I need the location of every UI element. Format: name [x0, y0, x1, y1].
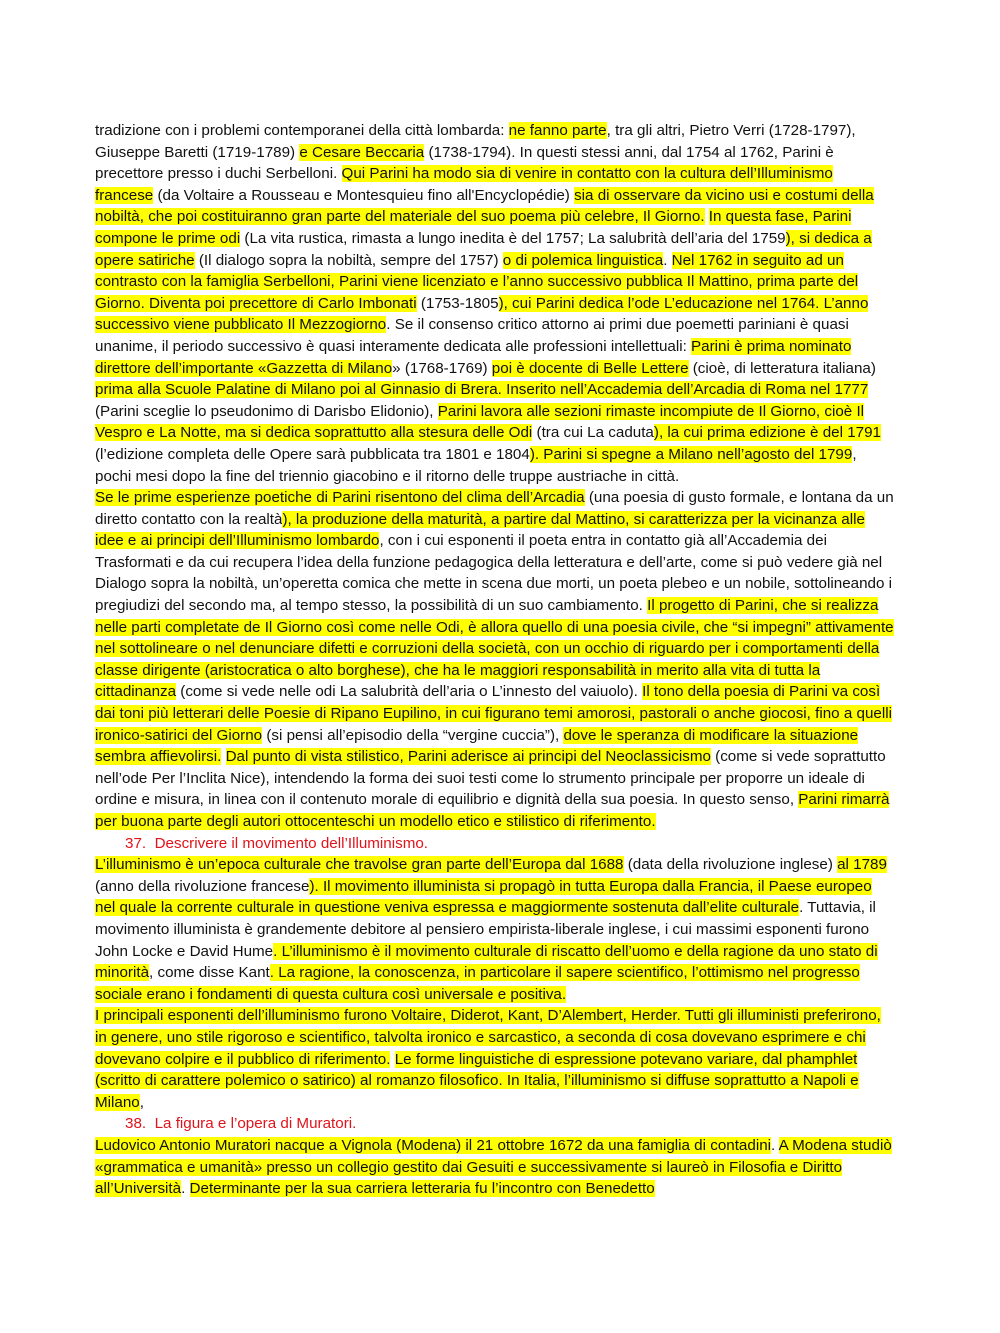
- highlighted-text: Determinante per la sua carriera letteraria fu l’incontro con Benedetto: [189, 1180, 655, 1198]
- plain-text: (anno della rivoluzione francese: [95, 877, 310, 895]
- plain-text: (tra cui La caduta: [532, 424, 654, 442]
- plain-text: (da Voltaire a Rousseau e Montesquieu fino all'Encyclopédie): [153, 186, 575, 204]
- plain-text: (data della rivoluzione inglese): [623, 856, 838, 874]
- plain-text: (1738-1794). In questi stessi anni, dal 1754 al 1762, Parini è precettore presso i duchi Serbelloni.: [95, 143, 834, 183]
- body-paragraph: [95, 854, 895, 1005]
- highlighted-text: L’illuminismo è un’epoca culturale che travolse gran parte dell’Europa dal 1688: [95, 856, 624, 874]
- plain-text: (si pensi all’episodio della “vergine cuccia”),: [262, 726, 564, 744]
- plain-text: , come disse Kant: [149, 964, 270, 982]
- plain-text: . Tuttavia, il movimento illuminista è grandemente debitore al pensiero empirista-liberale inglese, i cui massimi esponenti furono John Locke e David Hume: [95, 899, 876, 960]
- section-title: La figura e l’opera di Muratori.: [154, 1115, 357, 1133]
- plain-text: (Il dialogo sopra la nobiltà, sempre del 1757): [194, 251, 503, 269]
- highlighted-text: Le forme linguistiche di espressione potevano variare, dal phamphlet (scritto di carattere polemico o satirico) al romanzo filosofico. In Italia, l’illuminismo si diffuse soprattutto a Napoli e Milano: [95, 1050, 859, 1111]
- highlighted-text: ), la produzione della maturità, a partire dal Mattino, si caratterizza per la vicinanza alle idee e ai principi dell’Illuminismo lombardo: [95, 510, 865, 550]
- highlighted-text: ne fanno parte: [508, 122, 607, 139]
- plain-text: (una poesia di gusto formale, e lontana da un diretto contatto con la realtà: [95, 489, 894, 528]
- highlighted-text: al 1789: [837, 856, 887, 874]
- highlighted-text: Parini lavora alle sezioni rimaste incompiute de Il Giorno, cioè Il Vespro e La Notte, ma si dedica soprattutto alla stesura delle Odi: [95, 402, 865, 442]
- plain-text: , tra gli altri, Pietro Verri (1728-1797), Giuseppe Baretti (1719-1789): [95, 122, 856, 161]
- section-number: 37.: [125, 834, 147, 852]
- highlighted-text: poi è docente di Belle Lettere: [491, 359, 689, 377]
- highlighted-text: Qui Parini ha modo sia di venire in contatto con la cultura dell’Illuminismo francese: [95, 165, 833, 204]
- plain-text: .: [663, 251, 672, 269]
- highlighted-text: Se le prime esperienze poetiche di Parini risentono del clima dell’Arcadia: [95, 489, 585, 507]
- body-paragraph: [95, 487, 895, 833]
- body-paragraph: [95, 120, 895, 487]
- plain-text: . Se il consenso critico attorno ai primi due poemetti pariniani è quasi unanime, il periodo successivo è quasi interamente dedicata alle professioni intellettuali:: [95, 316, 849, 355]
- document-body: [95, 120, 895, 1200]
- highlighted-text: Nel 1762 in seguito ad un contrasto con la famiglia Serbelloni, Parini viene licenziato e l’anno successivo pubblica Il Mattino, prima parte del Giorno. Diventa poi precettore di Carlo Imbonati: [95, 251, 859, 312]
- plain-text: , con i cui esponenti il poeta entra in contatto già all’Accademia dei Trasformati e da cui recupera l’idea della funzione pedagogica della letteratura e dell’arte, come si può vedere già nel Dialogo sopra la nobiltà, un’operetta comica che mette in scena due morti, un poeta plebeo e un nobile, sottolineando i pregiudizi del secondo ma, al tempo stesso, la possibilità di un suo cambiamento.: [95, 532, 893, 615]
- highlighted-text: Dal punto di vista stilistico, Parini aderisce ai principi del Neoclassicismo: [225, 748, 711, 766]
- plain-text: tradizione con i problemi contemporanei della città lombarda:: [95, 122, 509, 139]
- plain-text: ,: [139, 1093, 144, 1111]
- highlighted-text: prima alla Scuole Palatine di Milano poi al Ginnasio di Brera. Inserito nell’Accademia dell’Arcadia di Roma nel 1777: [95, 381, 869, 399]
- highlighted-text: Il progetto di Parini, che si realizza nelle parti completate de Il Giorno così come nelle Odi, è allora quello di una poesia civile, che “si impegni” attivamente nel sottolineare o nel denunciare difetti e corruzioni della società, con un occhio di riguardo per i comportamenti della classe dirigente (aristocratica o alto borghese), che ha le maggiori responsabilità in merito alla vita di tutta la cittadinanza: [95, 597, 894, 701]
- highlighted-text: dove le speranza di modificare la situazione sembra affievolirsi.: [95, 726, 859, 766]
- highlighted-text: ), la cui prima edizione è del 1791: [653, 424, 881, 442]
- highlighted-text: ). Parini si spegne a Milano nell’agosto del 1799: [529, 445, 853, 463]
- highlighted-text: ). Il movimento illuminista si propagò in tutta Europa dalla Francia, il Paese europeo nel quale la corrente culturale in questione veniva espressa e maggiormente sostenuta dall’elite culturale: [95, 877, 872, 917]
- plain-text: .: [181, 1180, 190, 1198]
- highlighted-text: . L’illuminismo è il movimento culturale di riscatto dell’uomo e della ragione da uno stato di minorità: [95, 942, 878, 982]
- plain-text: » (1768-1769): [392, 359, 492, 377]
- plain-text: (Parini sceglie lo pseudonimo di Darisbo Elidonio),: [95, 402, 438, 420]
- plain-text: , pochi mesi dopo la fine del triennio giacobino e il ritorno delle truppe austriache in città.: [95, 445, 857, 485]
- body-paragraph: [95, 1005, 895, 1113]
- highlighted-text: . La ragione, la conoscenza, in particolare il sapere scientifico, l’ottimismo nel progresso sociale erano i fondamenti di questa cultura così universale e positiva.: [95, 964, 860, 1003]
- highlighted-text: ), si dedica a opere satiriche: [95, 229, 872, 269]
- plain-text: .: [771, 1136, 779, 1154]
- plain-text: (1753-1805: [416, 294, 499, 312]
- section-heading: [95, 833, 895, 855]
- highlighted-text: A Modena studiò «grammatica e umanità» presso un collegio gestito dai Gesuiti e successivamente si laureò in Filosofia e Diritto all’Università: [95, 1136, 892, 1198]
- highlighted-text: sia di osservare da vicino usi e costumi della nobiltà, che poi costituiranno gran parte del materiale del suo poema più celebre, Il Giorno.: [95, 186, 874, 226]
- plain-text: (cioè, di letteratura italiana): [688, 359, 876, 377]
- highlighted-text: o di polemica linguistica: [502, 251, 664, 269]
- plain-text: (come si vede nelle odi La salubrità dell’aria o L’innesto del vaiuolo).: [176, 683, 643, 701]
- plain-text: (La vita rustica, rimasta a lungo inedita è del 1757; La salubrità dell’aria del 1759: [240, 229, 786, 247]
- plain-text: (l’edizione completa delle Opere sarà pubblicata tra 1801 e 1804: [95, 445, 530, 463]
- highlighted-text: In questa fase, Parini compone le prime odi: [95, 208, 852, 247]
- plain-text: (come si vede soprattutto nell’ode Per l’Inclita Nice), intendendo la forma dei suoi testi come lo strumento principale per proporre un ideale di ordine e misura, in linea con il contenuto morale di equilibrio e dignità della sua poesia. In questo senso,: [95, 748, 886, 809]
- highlighted-text: I principali esponenti dell’illuminismo furono Voltaire, Diderot, Kant, D’Alembert, Herder. Tutti gli illuministi preferirono, in genere, uno stile rigoroso e scientifico, talvolta ironico e sarcastico, a seconda di cosa dovevano esprimere e chi dovevano colpire e il pubblico di riferimento.: [95, 1007, 881, 1068]
- highlighted-text: e Cesare Beccaria: [299, 143, 425, 161]
- highlighted-text: Il tono della poesia di Parini va così dai toni più letterari delle Poesie di Ripano Eupilino, in cui figurano temi amorosi, pastorali o anche giocosi, fino a quelli ironico-satirici del Giorno: [95, 683, 892, 744]
- body-paragraph: [95, 1135, 895, 1200]
- highlighted-text: ), cui Parini dedica l’ode L’educazione nel 1764. L’anno successivo viene pubblicato Il Mezzogiorno: [95, 294, 869, 334]
- plain-text: [221, 748, 225, 765]
- section-number: 38.: [125, 1115, 147, 1133]
- highlighted-text: Parini è prima nominato direttore dell’importante «Gazzetta di Milano: [95, 337, 852, 377]
- highlighted-text: Parini rimarrà per buona parte degli autori ottocenteschi un modello etico e stilistico di riferimento.: [95, 791, 890, 830]
- section-title: Descrivere il movimento dell’Illuminismo.: [154, 834, 429, 852]
- section-heading: [95, 1113, 895, 1135]
- highlighted-text: Ludovico Antonio Muratori nacque a Vignola (Modena) il 21 ottobre 1672 da una famiglia di contadini: [95, 1136, 772, 1154]
